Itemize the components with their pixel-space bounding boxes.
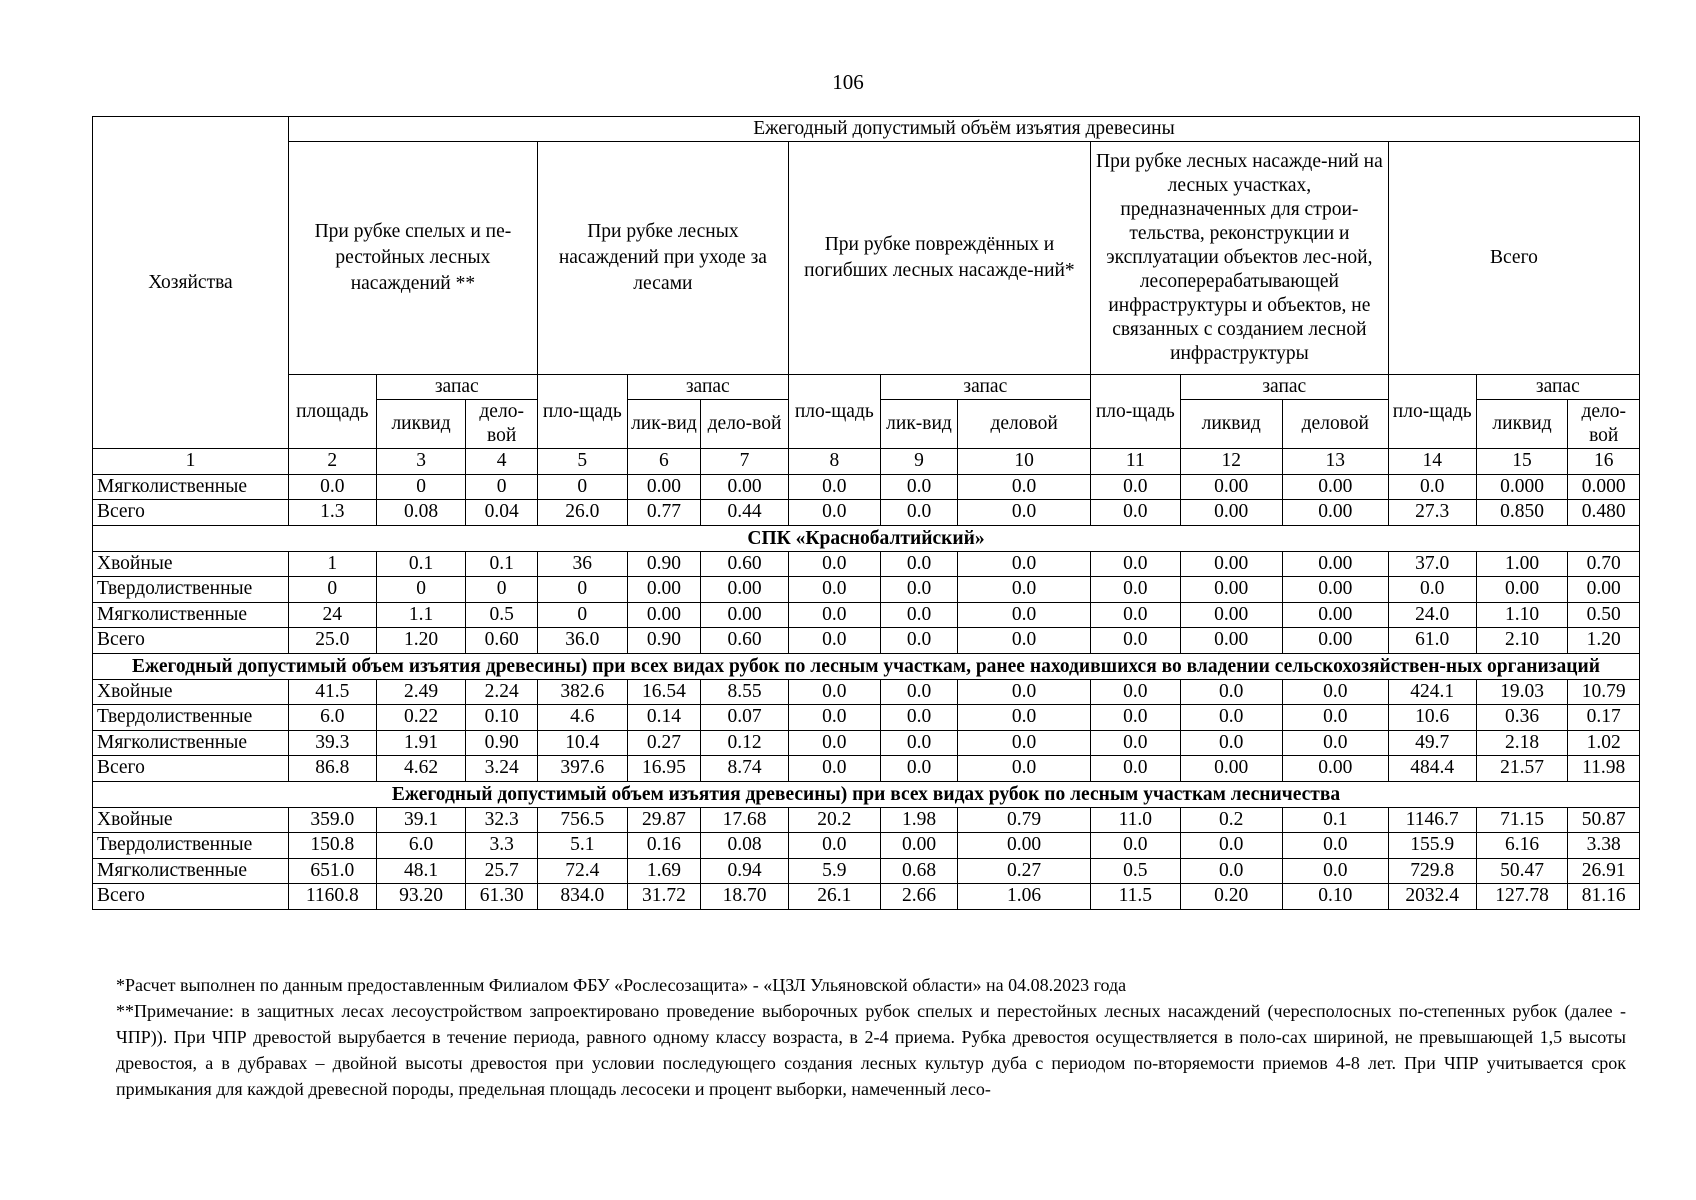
subheader-stock: запас xyxy=(627,375,788,400)
footnote-remark: **Примечание: в защитных лесах лесоустройством запроектировано проведение выборочных рубок спелых и перестойных лесных насаждений (чересполосных по-степенных рубок (далее - ЧПР)). При ЧПР древостой вырубается в течение периода, равного одному классу возраста, в 2-4 приема. Рубка древостоя осуществляется в поло-сах шириной, не превышающей 1,5 высоты древостоя, а в дубравах – двойной высоты древостоя при условии последующего создания лесных культур дуба с периодом по-вторяемости приемов 4-8 лет. При ЧПР учитывается срок примыкания для каждой древесной породы, предельная площадь лесосеки и процент выборки, намеченный лесо- xyxy=(116,1001,1626,1099)
table-cell: 0.00 xyxy=(1282,756,1388,782)
table-cell: 0.0 xyxy=(1180,705,1282,731)
table-cell: 0.27 xyxy=(958,858,1091,884)
table-cell: 1.10 xyxy=(1476,602,1568,628)
table-cell: 0.44 xyxy=(701,500,789,526)
table-cell: 0.00 xyxy=(627,577,700,603)
section-title: СПК «Краснобалтийский» xyxy=(93,525,1640,551)
table-cell: 0.0 xyxy=(1388,474,1476,500)
group-header-infrastructure: При рубке лесных насажде-ний на лесных участках, предназначенных для строи-тельства, реконструкции и эксплуатации объектов лес-ной, лесоперерабатывающей инфраструктуры и объектов, не связанных с созданием лесной инфраструктуры xyxy=(1090,142,1388,375)
table-cell: 0.0 xyxy=(880,756,958,782)
section-title: Ежегодный допустимый объем изъятия древесины) при всех видах рубок по лесным участкам, ранее находившихся во владении сельскохозяйствен-ных организаций xyxy=(93,653,1640,679)
table-cell: 0.10 xyxy=(1282,884,1388,910)
row-label: Всего xyxy=(93,884,289,910)
table-cell: 37.0 xyxy=(1388,551,1476,577)
page-number: 106 xyxy=(832,70,864,94)
table-cell: 0.90 xyxy=(627,551,700,577)
table-cell: 26.91 xyxy=(1568,858,1640,884)
table-cell: 0.0 xyxy=(1090,551,1180,577)
subheader-area: пло-щадь xyxy=(1090,375,1180,449)
table-cell: 39.1 xyxy=(376,807,466,833)
section-former-agricultural xyxy=(93,653,1640,679)
group-header-mature-stands: При рубке спелых и пе-рестойных лесных насаждений ** xyxy=(288,142,537,375)
table-cell: 0.0 xyxy=(1090,833,1180,859)
table-cell: 0.5 xyxy=(1090,858,1180,884)
footnotes xyxy=(116,972,1626,1102)
table-cell: 0 xyxy=(466,474,537,500)
subheader-delovoy: деловой xyxy=(1282,400,1388,449)
table-cell: 0.60 xyxy=(466,628,537,654)
table-cell: 41.5 xyxy=(288,679,376,705)
table-cell: 25.0 xyxy=(288,628,376,654)
table-cell: 10.6 xyxy=(1388,705,1476,731)
table-cell: 81.16 xyxy=(1568,884,1640,910)
table-cell: 0.00 xyxy=(1180,628,1282,654)
column-number: 15 xyxy=(1476,449,1568,475)
column-numbers-row xyxy=(93,449,1640,475)
table-cell: 0.0 xyxy=(788,577,880,603)
table-cell: 0.0 xyxy=(958,730,1091,756)
row-label: Мягколиственные xyxy=(93,730,289,756)
table-cell: 0.04 xyxy=(466,500,537,526)
table-cell: 0.0 xyxy=(880,705,958,731)
table-cell: 0 xyxy=(537,577,627,603)
table-cell: 72.4 xyxy=(537,858,627,884)
table-cell: 1.00 xyxy=(1476,551,1568,577)
column-number: 16 xyxy=(1568,449,1640,475)
table-cell: 0 xyxy=(288,577,376,603)
table-row xyxy=(93,858,1640,884)
table-row xyxy=(93,551,1640,577)
table-cell: 18.70 xyxy=(701,884,789,910)
table-cell: 0.77 xyxy=(627,500,700,526)
table-cell: 1160.8 xyxy=(288,884,376,910)
table-cell: 0.79 xyxy=(958,807,1091,833)
table-cell: 0.0 xyxy=(958,577,1091,603)
table-cell: 48.1 xyxy=(376,858,466,884)
table-cell: 6.0 xyxy=(376,833,466,859)
table-cell: 0.00 xyxy=(701,577,789,603)
table-cell: 0.00 xyxy=(701,474,789,500)
column-number: 4 xyxy=(466,449,537,475)
table-cell: 0.00 xyxy=(1180,602,1282,628)
table-cell: 0.00 xyxy=(1282,602,1388,628)
row-label: Твердолиственные xyxy=(93,833,289,859)
table-cell: 50.47 xyxy=(1476,858,1568,884)
subheader-stock: запас xyxy=(376,375,537,400)
subheader-delovoy: дело-вой xyxy=(466,400,537,449)
table-cell: 0.0 xyxy=(880,730,958,756)
table-row xyxy=(93,602,1640,628)
table-cell: 424.1 xyxy=(1388,679,1476,705)
table-cell: 6.0 xyxy=(288,705,376,731)
column-number: 6 xyxy=(627,449,700,475)
column-number: 12 xyxy=(1180,449,1282,475)
table-cell: 0.00 xyxy=(627,602,700,628)
table-cell: 0.00 xyxy=(1282,474,1388,500)
table-cell: 0.0 xyxy=(788,602,880,628)
harvest-volume-table xyxy=(92,116,1640,910)
table-cell: 2.18 xyxy=(1476,730,1568,756)
table-cell: 0.60 xyxy=(701,628,789,654)
section-title: Ежегодный допустимый объем изъятия древесины) при всех видах рубок по лесным участкам лесничества xyxy=(93,781,1640,807)
table-cell: 0.00 xyxy=(1476,577,1568,603)
table-cell: 155.9 xyxy=(1388,833,1476,859)
table-cell: 1.91 xyxy=(376,730,466,756)
column-number: 3 xyxy=(376,449,466,475)
table-cell: 0.0 xyxy=(788,474,880,500)
row-label: Мягколиственные xyxy=(93,602,289,628)
footnote-calculation: *Расчет выполнен по данным предоставленным Филиалом ФБУ «Рослесозащита» - «ЦЗЛ Ульяновской области» на 04.08.2023 года xyxy=(116,975,1127,995)
table-cell: 1.69 xyxy=(627,858,700,884)
subheader-area: пло-щадь xyxy=(537,375,627,449)
table-cell: 0.0 xyxy=(1180,730,1282,756)
table-cell: 0.0 xyxy=(1090,474,1180,500)
table-cell: 36.0 xyxy=(537,628,627,654)
column-number: 13 xyxy=(1282,449,1388,475)
table-cell: 0.00 xyxy=(1282,500,1388,526)
table-cell: 0.12 xyxy=(701,730,789,756)
subheader-area: площадь xyxy=(288,375,376,449)
table-cell: 0.20 xyxy=(1180,884,1282,910)
row-label: Всего xyxy=(93,500,289,526)
table-cell: 0.0 xyxy=(958,705,1091,731)
table-cell: 17.68 xyxy=(701,807,789,833)
table-cell: 32.3 xyxy=(466,807,537,833)
table-cell: 1146.7 xyxy=(1388,807,1476,833)
row-label: Мягколиственные xyxy=(93,474,289,500)
table-cell: 0.0 xyxy=(1090,730,1180,756)
table-cell: 0.0 xyxy=(788,756,880,782)
table-cell: 359.0 xyxy=(288,807,376,833)
table-cell: 0.00 xyxy=(1180,577,1282,603)
subheader-likvid: лик-вид xyxy=(627,400,700,449)
table-cell: 0.0 xyxy=(958,756,1091,782)
table-cell: 0.0 xyxy=(958,474,1091,500)
table-cell: 61.30 xyxy=(466,884,537,910)
table-cell: 3.38 xyxy=(1568,833,1640,859)
table-cell: 0.1 xyxy=(1282,807,1388,833)
table-cell: 0.00 xyxy=(1282,628,1388,654)
table-cell: 0.0 xyxy=(958,679,1091,705)
table-cell: 20.2 xyxy=(788,807,880,833)
table-cell: 0.0 xyxy=(1090,500,1180,526)
table-cell: 0.000 xyxy=(1568,474,1640,500)
table-cell: 25.7 xyxy=(466,858,537,884)
table-cell: 127.78 xyxy=(1476,884,1568,910)
table-cell: 0 xyxy=(537,602,627,628)
table-cell: 39.3 xyxy=(288,730,376,756)
table-cell: 0.00 xyxy=(1180,474,1282,500)
table-cell: 0.0 xyxy=(788,628,880,654)
table-cell: 0.00 xyxy=(627,474,700,500)
subheader-stock: запас xyxy=(1476,375,1639,400)
table-cell: 0.0 xyxy=(1282,679,1388,705)
table-cell: 834.0 xyxy=(537,884,627,910)
column-number: 10 xyxy=(958,449,1091,475)
column-number: 9 xyxy=(880,449,958,475)
table-cell: 0.0 xyxy=(1282,705,1388,731)
table-cell: 0.0 xyxy=(1180,679,1282,705)
table-cell: 0.0 xyxy=(1388,577,1476,603)
table-cell: 0.0 xyxy=(1090,602,1180,628)
table-cell: 6.16 xyxy=(1476,833,1568,859)
table-cell: 2032.4 xyxy=(1388,884,1476,910)
table-cell: 0.60 xyxy=(701,551,789,577)
table-cell: 0.0 xyxy=(788,730,880,756)
table-row xyxy=(93,500,1640,526)
table-cell: 0.00 xyxy=(1282,551,1388,577)
header-row-stock xyxy=(93,375,1640,400)
table-cell: 0.1 xyxy=(376,551,466,577)
table-cell: 0.0 xyxy=(1090,756,1180,782)
table-cell: 21.57 xyxy=(1476,756,1568,782)
table-cell: 0.16 xyxy=(627,833,700,859)
table-cell: 3.24 xyxy=(466,756,537,782)
table-cell: 0.07 xyxy=(701,705,789,731)
table-cell: 0.0 xyxy=(788,705,880,731)
table-cell: 0.00 xyxy=(1282,577,1388,603)
subheader-likvid: лик-вид xyxy=(880,400,958,449)
subheader-likvid: ликвид xyxy=(376,400,466,449)
column-number: 5 xyxy=(537,449,627,475)
table-cell: 0.00 xyxy=(958,833,1091,859)
table-row xyxy=(93,628,1640,654)
table-cell: 36 xyxy=(537,551,627,577)
table-cell: 0.14 xyxy=(627,705,700,731)
table-cell: 2.24 xyxy=(466,679,537,705)
table-cell: 0.0 xyxy=(1180,833,1282,859)
table-cell: 1 xyxy=(288,551,376,577)
table-cell: 0.00 xyxy=(701,602,789,628)
table-cell: 86.8 xyxy=(288,756,376,782)
column-number: 1 xyxy=(93,449,289,475)
table-row xyxy=(93,756,1640,782)
table-cell: 0 xyxy=(537,474,627,500)
col-header-farms: Хозяйства xyxy=(93,117,289,449)
row-label: Всего xyxy=(93,756,289,782)
table-cell: 0.94 xyxy=(701,858,789,884)
subheader-delovoy: деловой xyxy=(958,400,1091,449)
table-cell: 1.1 xyxy=(376,602,466,628)
table-cell: 0.0 xyxy=(1282,858,1388,884)
row-label: Хвойные xyxy=(93,807,289,833)
table-cell: 0.000 xyxy=(1476,474,1568,500)
table-row xyxy=(93,807,1640,833)
table-cell: 93.20 xyxy=(376,884,466,910)
table-cell: 0.08 xyxy=(376,500,466,526)
header-row-groups xyxy=(93,142,1640,375)
row-label: Твердолиственные xyxy=(93,577,289,603)
table-row xyxy=(93,705,1640,731)
row-label: Хвойные xyxy=(93,551,289,577)
table-cell: 0.0 xyxy=(880,551,958,577)
table-cell: 0.36 xyxy=(1476,705,1568,731)
table-cell: 11.98 xyxy=(1568,756,1640,782)
table-cell: 24 xyxy=(288,602,376,628)
table-row xyxy=(93,474,1640,500)
table-cell: 0.90 xyxy=(466,730,537,756)
table-cell: 16.95 xyxy=(627,756,700,782)
column-number: 2 xyxy=(288,449,376,475)
section-forestry-total xyxy=(93,781,1640,807)
subheader-area: пло-щадь xyxy=(1388,375,1476,449)
table-cell: 0.0 xyxy=(788,500,880,526)
table-cell: 0.68 xyxy=(880,858,958,884)
table-cell: 0.0 xyxy=(1282,833,1388,859)
table-cell: 0.00 xyxy=(1568,577,1640,603)
table-cell: 0.0 xyxy=(788,833,880,859)
table-cell: 1.20 xyxy=(376,628,466,654)
table-cell: 16.54 xyxy=(627,679,700,705)
table-cell: 1.20 xyxy=(1568,628,1640,654)
table-cell: 0.0 xyxy=(880,500,958,526)
table-cell: 0.0 xyxy=(880,577,958,603)
table-cell: 0.850 xyxy=(1476,500,1568,526)
group-header-damaged-stands: При рубке повреждённых и погибших лесных насажде-ний* xyxy=(788,142,1090,375)
table-cell: 0.5 xyxy=(466,602,537,628)
table-cell: 0.00 xyxy=(880,833,958,859)
table-cell: 484.4 xyxy=(1388,756,1476,782)
table-cell: 0.0 xyxy=(1282,730,1388,756)
column-number: 14 xyxy=(1388,449,1476,475)
table-cell: 0.0 xyxy=(1090,628,1180,654)
table-cell: 0.17 xyxy=(1568,705,1640,731)
table-cell: 29.87 xyxy=(627,807,700,833)
table-cell: 756.5 xyxy=(537,807,627,833)
column-number: 8 xyxy=(788,449,880,475)
table-cell: 1.02 xyxy=(1568,730,1640,756)
table-cell: 61.0 xyxy=(1388,628,1476,654)
table-cell: 8.74 xyxy=(701,756,789,782)
table-cell: 0.1 xyxy=(466,551,537,577)
table-cell: 8.55 xyxy=(701,679,789,705)
header-title: Ежегодный допустимый объём изъятия древесины xyxy=(288,117,1639,142)
table-cell: 0.0 xyxy=(958,602,1091,628)
row-label: Твердолиственные xyxy=(93,705,289,731)
table-cell: 0.0 xyxy=(880,679,958,705)
subheader-area: пло-щадь xyxy=(788,375,880,449)
table-cell: 0.0 xyxy=(958,628,1091,654)
table-cell: 0.50 xyxy=(1568,602,1640,628)
table-cell: 26.0 xyxy=(537,500,627,526)
table-cell: 2.49 xyxy=(376,679,466,705)
table-cell: 0.0 xyxy=(1090,679,1180,705)
table-cell: 0.0 xyxy=(1090,705,1180,731)
table-row xyxy=(93,730,1640,756)
table-cell: 651.0 xyxy=(288,858,376,884)
table-row xyxy=(93,577,1640,603)
table-cell: 382.6 xyxy=(537,679,627,705)
table-cell: 4.62 xyxy=(376,756,466,782)
subheader-delovoy: дело-вой xyxy=(701,400,789,449)
table-cell: 5.9 xyxy=(788,858,880,884)
table-cell: 0.480 xyxy=(1568,500,1640,526)
table-cell: 0.10 xyxy=(466,705,537,731)
table-cell: 0.0 xyxy=(958,500,1091,526)
group-header-total: Всего xyxy=(1388,142,1639,375)
table-cell: 5.1 xyxy=(537,833,627,859)
table-cell: 0.0 xyxy=(880,628,958,654)
table-cell: 11.5 xyxy=(1090,884,1180,910)
table-cell: 10.79 xyxy=(1568,679,1640,705)
table-cell: 31.72 xyxy=(627,884,700,910)
table-cell: 50.87 xyxy=(1568,807,1640,833)
table-cell: 0.0 xyxy=(788,551,880,577)
subheader-likvid: ликвид xyxy=(1476,400,1568,449)
subheader-delovoy: дело-вой xyxy=(1568,400,1640,449)
table-cell: 0.0 xyxy=(788,679,880,705)
row-label: Всего xyxy=(93,628,289,654)
table-cell: 11.0 xyxy=(1090,807,1180,833)
table-cell: 0.00 xyxy=(1180,500,1282,526)
table-cell: 0.0 xyxy=(880,602,958,628)
section-krasnobaltiysky xyxy=(93,525,1640,551)
table-cell: 0.70 xyxy=(1568,551,1640,577)
table-row xyxy=(93,833,1640,859)
table-cell: 49.7 xyxy=(1388,730,1476,756)
table-row xyxy=(93,679,1640,705)
table-cell: 4.6 xyxy=(537,705,627,731)
table-cell: 1.3 xyxy=(288,500,376,526)
column-number: 7 xyxy=(701,449,789,475)
table-cell: 10.4 xyxy=(537,730,627,756)
table-cell: 397.6 xyxy=(537,756,627,782)
table-cell: 0.0 xyxy=(1180,858,1282,884)
subheader-likvid: ликвид xyxy=(1180,400,1282,449)
table-cell: 729.8 xyxy=(1388,858,1476,884)
table-cell: 0.22 xyxy=(376,705,466,731)
table-cell: 0 xyxy=(376,474,466,500)
subheader-stock: запас xyxy=(880,375,1090,400)
table-cell: 0.08 xyxy=(701,833,789,859)
table-cell: 0.90 xyxy=(627,628,700,654)
table-cell: 0.00 xyxy=(1180,551,1282,577)
group-header-thinning: При рубке лесных насаждений при уходе за лесами xyxy=(537,142,788,375)
table-cell: 0 xyxy=(376,577,466,603)
table-cell: 0.2 xyxy=(1180,807,1282,833)
table-cell: 0.0 xyxy=(880,474,958,500)
table-cell: 0.27 xyxy=(627,730,700,756)
table-cell: 3.3 xyxy=(466,833,537,859)
header-row-top xyxy=(93,117,1640,142)
table-cell: 0.0 xyxy=(1090,577,1180,603)
table-row xyxy=(93,884,1640,910)
table-cell: 71.15 xyxy=(1476,807,1568,833)
table-cell: 27.3 xyxy=(1388,500,1476,526)
table-cell: 2.10 xyxy=(1476,628,1568,654)
table-cell: 0 xyxy=(466,577,537,603)
column-number: 11 xyxy=(1090,449,1180,475)
table-cell: 0.00 xyxy=(1180,756,1282,782)
row-label: Мягколиственные xyxy=(93,858,289,884)
table-cell: 150.8 xyxy=(288,833,376,859)
row-label: Хвойные xyxy=(93,679,289,705)
subheader-stock: запас xyxy=(1180,375,1388,400)
table-cell: 1.06 xyxy=(958,884,1091,910)
table-cell: 19.03 xyxy=(1476,679,1568,705)
table-cell: 0.0 xyxy=(288,474,376,500)
table-cell: 26.1 xyxy=(788,884,880,910)
table-cell: 0.0 xyxy=(958,551,1091,577)
table-cell: 24.0 xyxy=(1388,602,1476,628)
table-cell: 2.66 xyxy=(880,884,958,910)
table-cell: 1.98 xyxy=(880,807,958,833)
